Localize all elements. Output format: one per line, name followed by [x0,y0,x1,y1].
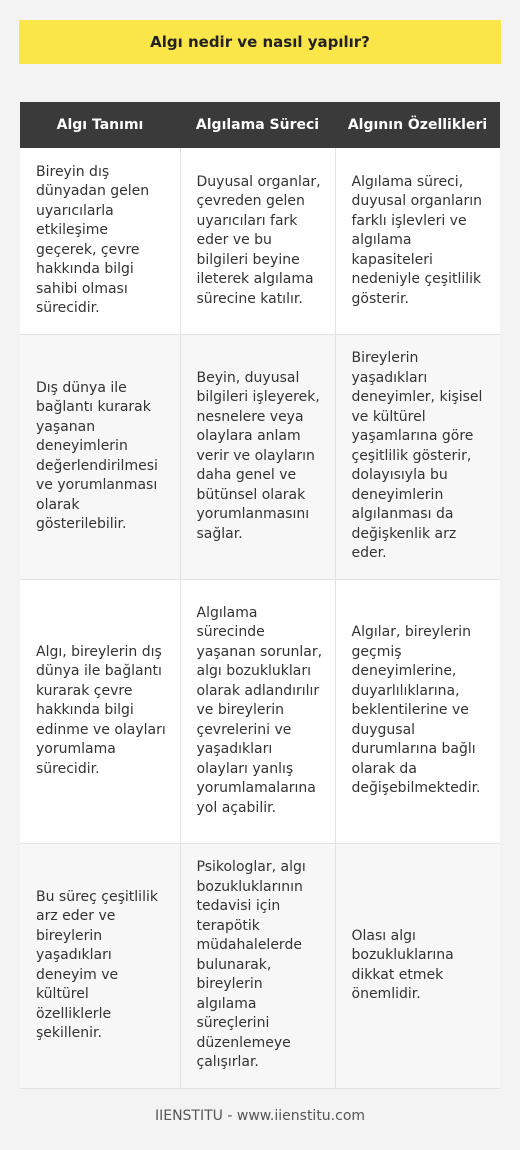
table-row [20,843,500,1088]
table-cell: Bireyin dış dünyadan gelen uyarıcılarla etkileşime geçerek, çevre hakkında bilgi sahibi olması sürecidir. [20,148,180,334]
table-cell: Dış dünya ile bağlantı kurarak yaşanan deneyimlerin değerlendirilmesi ve yorumlanması olarak gösterilebilir. [20,334,180,579]
footer-credit: IIENSTITU - www.iienstitu.com [154,1108,366,1124]
column-header: Algılama Süreci [180,102,335,148]
table-cell: Psikologlar, algı bozukluklarının tedavisi için terapötik müdahalelerde bulunarak, bireylerin algılama süreçlerini düzenlemeye çalışırlar. [180,843,335,1088]
table-cell: Algılar, bireylerin geçmiş deneyimlerine, duyarlılıklarına, beklentilerine ve duygusal durumlarına bağlı olarak da değişebilmektedir. [335,579,500,843]
table-row [20,334,500,579]
table-header-row [20,102,500,148]
page-title [19,20,501,64]
table-cell: Algılama süreci, duyusal organların farklı işlevleri ve algılama kapasiteleri nedeniyle çeşitlilik gösterir. [335,148,500,334]
table-cell: Algı, bireylerin dış dünya ile bağlantı kurarak çevre hakkında bilgi edinme ve olayları yorumlama sürecidir. [20,579,180,843]
page-title-text: Algı nedir ve nasıl yapılır? [150,33,370,51]
table-cell: Algılama sürecinde yaşanan sorunlar, algı bozuklukları olarak adlandırılır ve bireylerin çevrelerini ve yaşadıkları olayları yanlış yorumlamalarına yol açabilir. [180,579,335,843]
column-header: Algının Özellikleri [335,102,500,148]
table-cell: Olası algı bozukluklarına dikkat etmek önemlidir. [335,843,500,1088]
table-cell: Beyin, duyusal bilgileri işleyerek, nesnelere veya olaylara anlam verir ve olayların daha genel ve bütünsel olarak yorumlanmasını sağlar. [180,334,335,579]
comparison-table [20,102,500,1089]
table-cell: Duyusal organlar, çevreden gelen uyarıcıları fark eder ve bu bilgileri beyine ileterek algılama sürecine katılır. [180,148,335,334]
table-row [20,148,500,334]
table-row [20,579,500,843]
table-cell: Bireylerin yaşadıkları deneyimler, kişisel ve kültürel yaşamlarına göre çeşitlilik gösterir, dolayısıyla bu deneyimlerin algılanması da değişkenlik arz eder. [335,334,500,579]
table-cell: Bu süreç çeşitlilik arz eder ve bireylerin yaşadıkları deneyim ve kültürel özelliklerle şekillenir. [20,843,180,1088]
column-header: Algı Tanımı [20,102,180,148]
